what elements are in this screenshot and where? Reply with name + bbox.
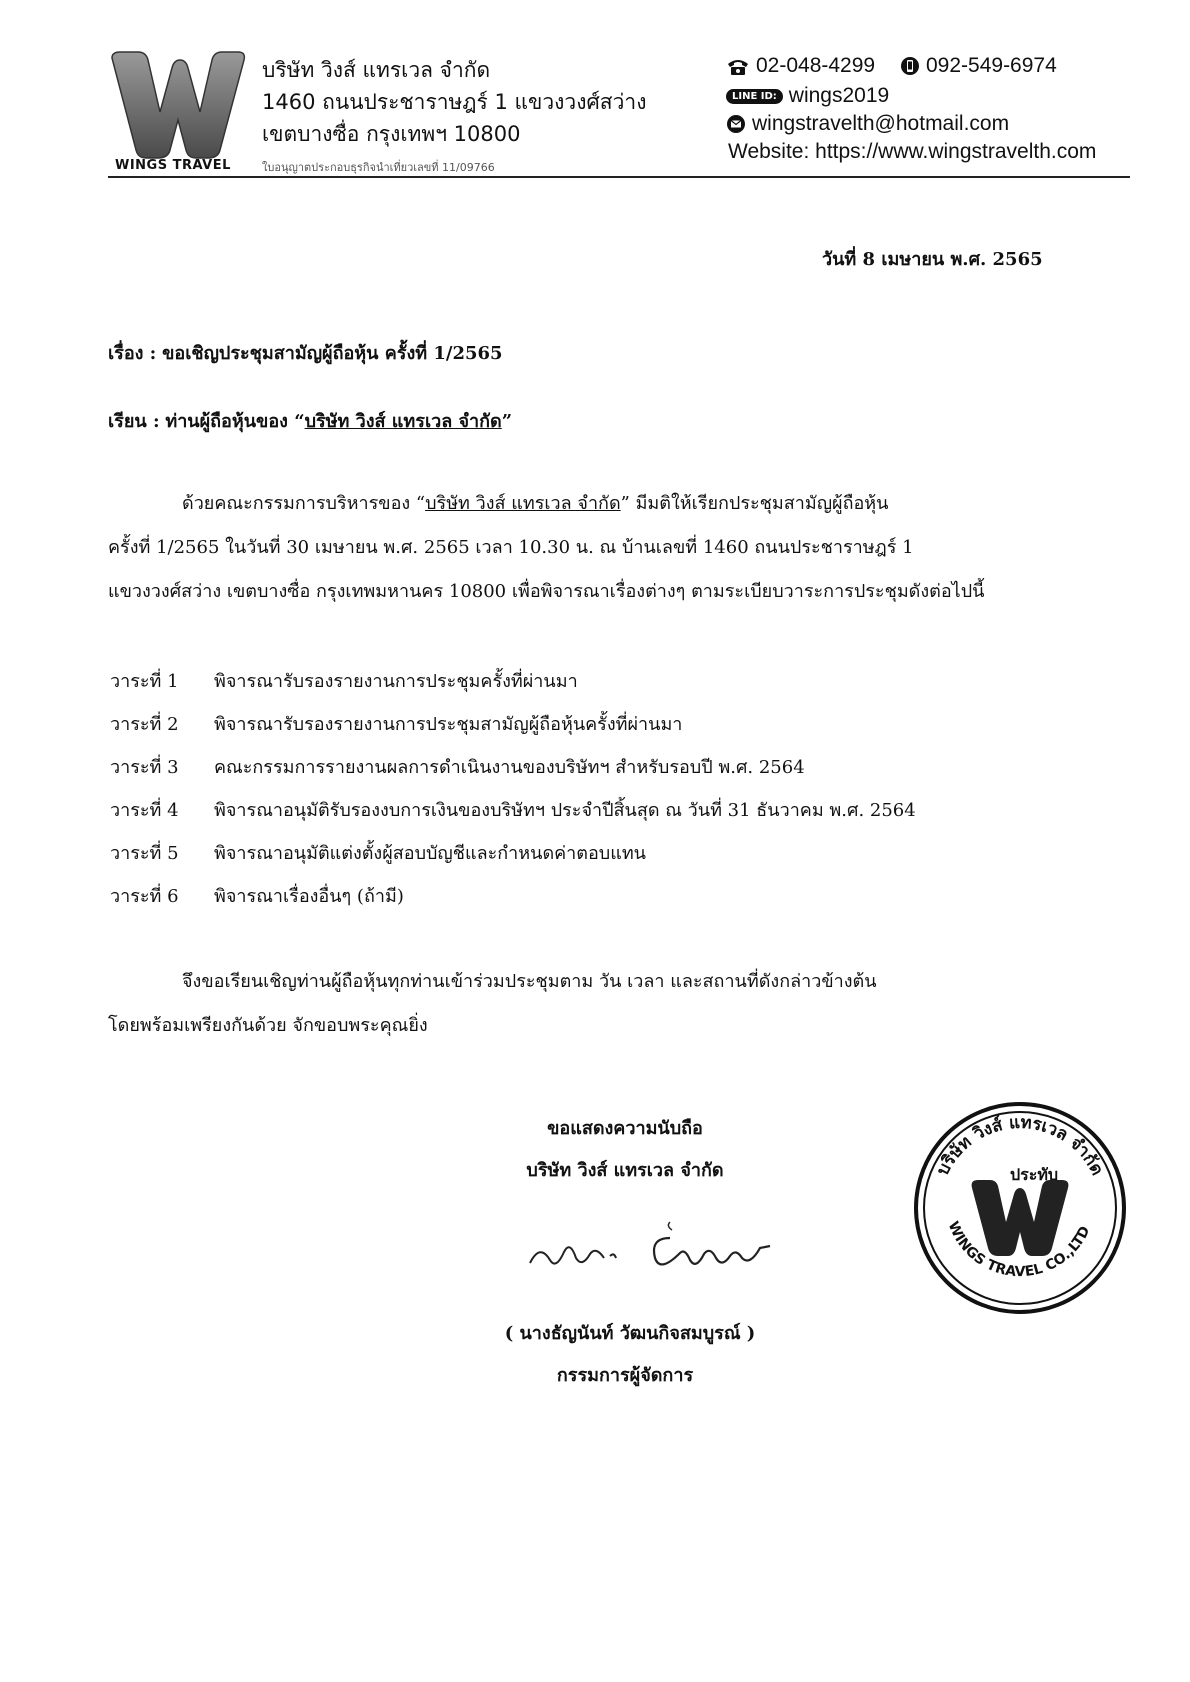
agenda-label: วาระที่ 4	[110, 800, 179, 821]
email-address: wingstravelth@hotmail.com	[752, 112, 1010, 135]
address-line-1: 1460 ถนนประชาราษฎร์ 1 แขวงวงศ์สว่าง	[262, 90, 647, 114]
to-prefix: ท่านผู้ถือหุ้นของ “	[165, 411, 305, 432]
agenda-text: พิจารณาอนุมัติแต่งตั้งผู้สอบบัญชีและกำหนดค่าตอบแทน	[214, 843, 646, 864]
agenda-label: วาระที่ 3	[110, 757, 179, 778]
salutation-line	[108, 406, 512, 435]
agenda-item	[110, 666, 578, 695]
telephone-icon	[726, 56, 750, 76]
to-label: เรียน :	[108, 411, 160, 432]
subject-label: เรื่อง :	[108, 343, 157, 364]
seal-top-text: บริษัท วิงส์ แทรเวล จำกัด	[932, 1112, 1108, 1179]
body-text: ” มีมติให้เรียกประชุมสามัญผู้ถือหุ้น	[620, 493, 889, 514]
line-id: wings2019	[788, 84, 890, 107]
closing-line-1: จึงขอเรียนเชิญท่านผู้ถือหุ้นทุกท่านเข้าร่วมประชุมตาม วัน เวลา และสถานที่ดังกล่าวข้างต้น	[182, 971, 877, 992]
closing-line-2: โดยพร้อมเพรียงกันด้วย จักขอบพระคุณยิ่ง	[108, 1015, 428, 1036]
agenda-label: วาระที่ 1	[110, 671, 179, 692]
agenda-text: พิจารณารับรองรายงานการประชุมครั้งที่ผ่านมา	[214, 671, 578, 692]
to-suffix: ”	[501, 411, 513, 432]
mobile-contact	[900, 54, 1057, 78]
agenda-text: พิจารณาอนุมัติรับรองงบการเงินของบริษัทฯ ประจำปีสิ้นสุด ณ วันที่ 31 ธันวาคม พ.ศ. 2564	[214, 800, 916, 821]
body-paragraph-line-1	[182, 488, 888, 517]
agenda-label: วาระที่ 2	[110, 714, 179, 735]
line-id-icon: LINE ID:	[726, 89, 783, 104]
handwritten-signature	[520, 1218, 820, 1292]
body-text: ด้วยคณะกรรมการบริหารของ “	[182, 493, 426, 514]
company-name: บริษัท วิงส์ แทรเวล จำกัด	[262, 58, 491, 82]
phone-contact	[726, 54, 875, 78]
to-company: บริษัท วิงส์ แทรเวล จำกัด	[304, 411, 502, 432]
agenda-text: คณะกรรมการรายงานผลการดำเนินงานของบริษัทฯ สำหรับรอบปี พ.ศ. 2564	[214, 757, 805, 778]
body-company: บริษัท วิงส์ แทรเวล จำกัด	[425, 493, 621, 514]
website: Website: https://www.wingstravelth.com	[728, 140, 1097, 163]
agenda-text: พิจารณารับรองรายงานการประชุมสามัญผู้ถือหุ้นครั้งที่ผ่านมา	[214, 714, 683, 735]
email-contact	[726, 112, 1009, 136]
agenda-label: วาระที่ 6	[110, 886, 179, 907]
body-paragraph-line-3: แขวงวงศ์สว่าง เขตบางซื่อ กรุงเทพมหานคร 10800 เพื่อพิจารณาเรื่องต่างๆ ตามระเบียบวาระการประชุมดังต่อไปนี้	[108, 581, 985, 602]
address-line-2: เขตบางซื่อ กรุงเทพฯ 10800	[262, 122, 521, 146]
regards-company: บริษัท วิงส์ แทรเวล จำกัด	[526, 1160, 724, 1181]
company-seal-stamp	[910, 1098, 1130, 1322]
line-contact	[726, 84, 889, 108]
agenda-item	[110, 752, 805, 781]
mobile-phone-icon	[900, 56, 920, 76]
signer-title: กรรมการผู้จัดการ	[556, 1365, 694, 1386]
agenda-item	[110, 881, 404, 910]
header-divider	[108, 176, 1130, 178]
email-icon	[726, 114, 746, 134]
agenda-item	[110, 838, 646, 867]
regards: ขอแสดงความนับถือ	[547, 1118, 703, 1139]
seal-inner-text: ประทับ	[1009, 1165, 1059, 1184]
tour-license-number: ใบอนุญาตประกอบธุรกิจนำเที่ยวเลขที่ 11/09766	[262, 161, 495, 174]
subject-text: ขอเชิญประชุมสามัญผู้ถือหุ้น ครั้งที่ 1/2565	[162, 343, 503, 364]
letter-date: วันที่ 8 เมษายน พ.ศ. 2565	[822, 249, 1043, 270]
logo-caption: WINGS TRAVEL	[115, 158, 231, 173]
seal-bottom-text: WINGS TRAVEL CO.,LTD	[944, 1219, 1094, 1281]
agenda-text: พิจารณาเรื่องอื่นๆ (ถ้ามี)	[214, 886, 404, 907]
wings-travel-logo	[108, 50, 248, 170]
signer-name: ( นางธัญนันท์ วัฒนกิจสมบูรณ์ )	[504, 1323, 756, 1344]
body-paragraph-line-2: ครั้งที่ 1/2565 ในวันที่ 30 เมษายน พ.ศ. 2565 เวลา 10.30 น. ณ บ้านเลขที่ 1460 ถนนประชาราษฎร์ 1	[108, 537, 914, 558]
phone-number: 02-048-4299	[756, 54, 876, 77]
subject-line	[108, 338, 503, 367]
agenda-item	[110, 795, 916, 824]
mobile-number: 092-549-6974	[926, 54, 1057, 77]
agenda-label: วาระที่ 5	[110, 843, 179, 864]
agenda-item	[110, 709, 682, 738]
